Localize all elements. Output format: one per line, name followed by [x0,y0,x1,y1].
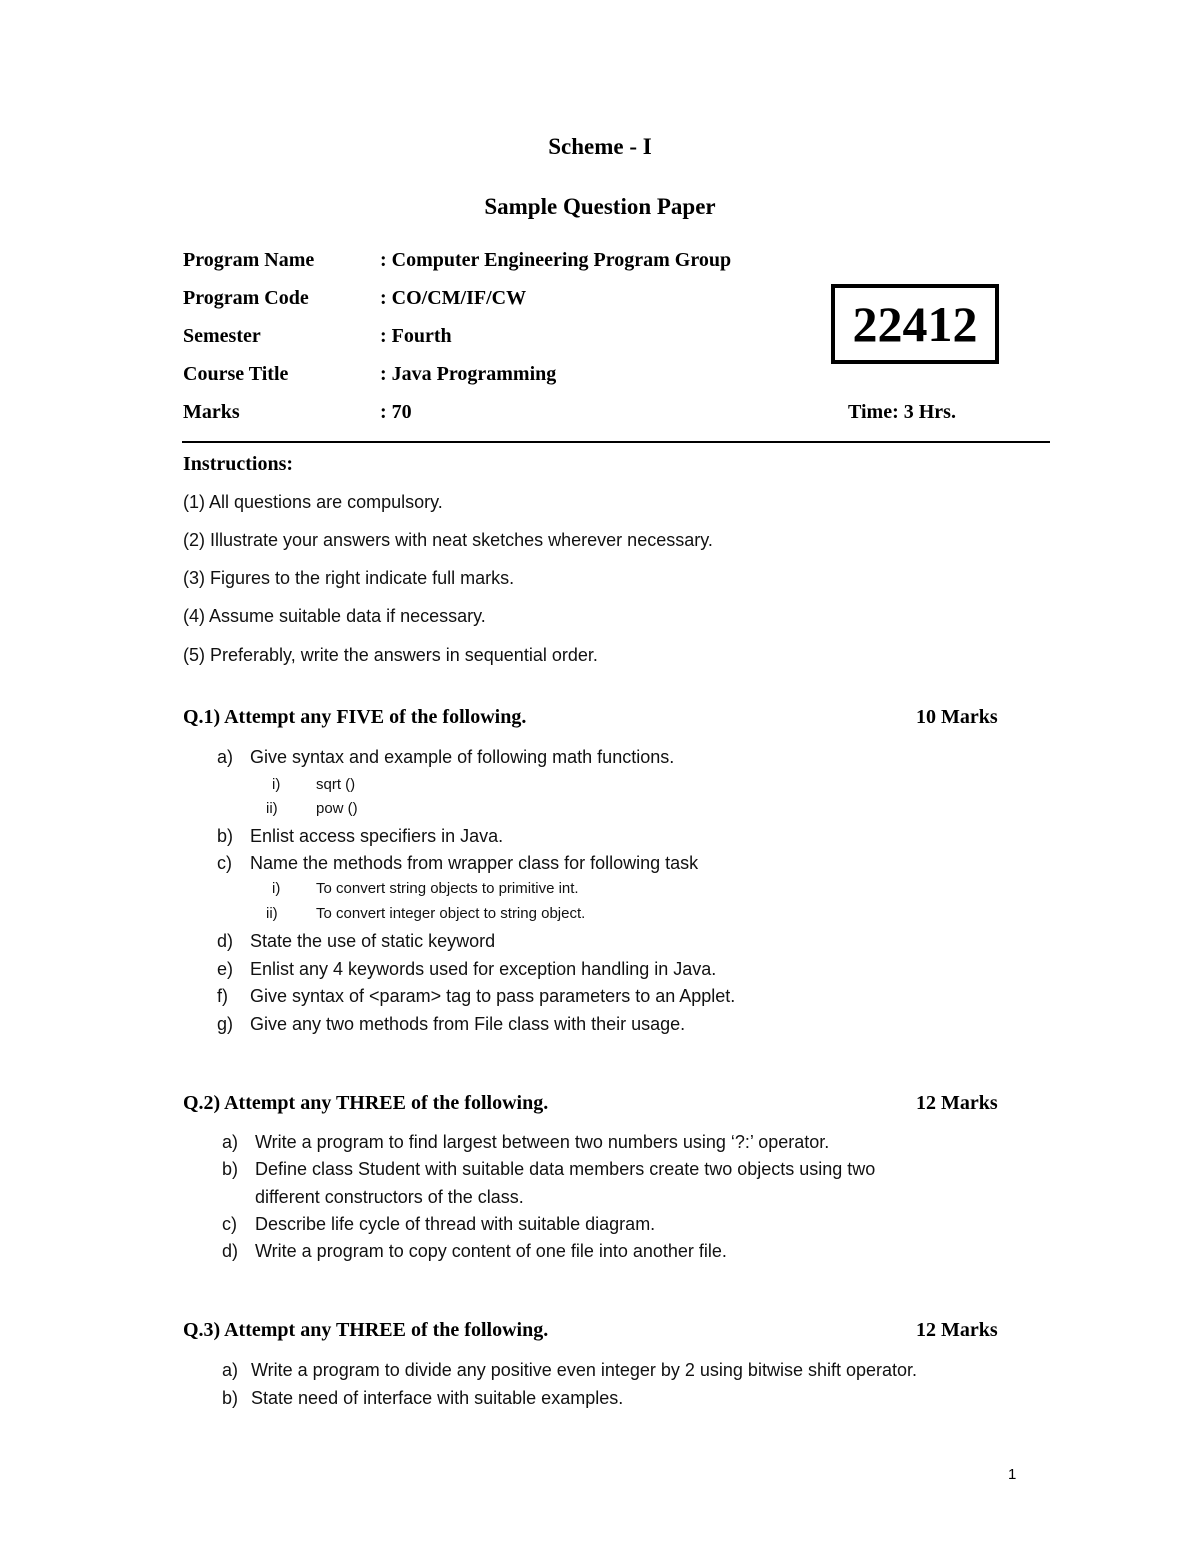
course-title-value: : Java Programming [380,363,557,385]
course-title-label: Course Title [183,363,289,385]
semester-value: : Fourth [380,325,452,347]
q1-c-ii-text: To convert integer object to string object. [316,905,586,922]
q1-c-ii-label: ii) [266,905,278,922]
q1-c-text: Name the methods from wrapper class for following task [250,853,699,873]
q2-d-label: d) [222,1241,239,1261]
q1-g-label: g) [217,1014,234,1034]
q1-a-i-text: sqrt () [316,776,356,793]
page-title: Sample Question Paper [484,194,716,219]
header-divider [182,441,1050,443]
program-name-label: Program Name [183,249,315,271]
q2-c-label: c) [222,1214,237,1234]
exam-time: Time: 3 Hrs. [848,401,956,423]
instruction-item: (5) Preferably, write the answers in sequential order. [183,645,598,665]
q2-b-label: b) [222,1159,239,1179]
instruction-item: (4) Assume suitable data if necessary. [183,606,486,626]
q3-marks: 12 Marks [916,1319,998,1341]
instruction-item: (2) Illustrate your answers with neat sketches wherever necessary. [183,530,713,550]
semester-label: Semester [183,325,261,347]
q1-b-label: b) [217,826,234,846]
marks-value: : 70 [380,401,412,423]
q2-marks: 12 Marks [916,1092,998,1114]
q1-heading: Q.1) Attempt any FIVE of the following. [183,706,527,728]
q1-c-label: c) [217,853,232,873]
q1-e-text: Enlist any 4 keywords used for exception handling in Java. [250,959,717,979]
q1-g-text: Give any two methods from File class with their usage. [250,1014,686,1034]
program-code-value: : CO/CM/IF/CW [380,287,527,309]
instruction-item: (1) All questions are compulsory. [183,492,443,512]
q1-a-ii-label: ii) [266,800,278,817]
q3-a-label: a) [222,1360,239,1380]
q2-a-text: Write a program to find largest between two numbers using ‘?:’ operator. [255,1132,830,1152]
instruction-item: (3) Figures to the right indicate full marks. [183,568,515,588]
program-code-label: Program Code [183,287,309,309]
q2-d-text: Write a program to copy content of one file into another file. [255,1241,727,1261]
q1-d-text: State the use of static keyword [250,931,496,951]
q1-marks: 10 Marks [916,706,998,728]
marks-label: Marks [183,401,240,423]
q1-f-label: f) [217,986,228,1006]
q2-heading: Q.2) Attempt any THREE of the following. [183,1092,549,1114]
q2-b-text: Define class Student with suitable data members create two objects using two [255,1159,876,1179]
q2-b-text-continued: different constructors of the class. [255,1187,524,1207]
q3-heading: Q.3) Attempt any THREE of the following. [183,1319,549,1341]
q1-a-label: a) [217,747,234,767]
q2-a-label: a) [222,1132,239,1152]
q1-a-i-label: i) [272,776,281,793]
q3-b-label: b) [222,1388,239,1408]
q1-c-i-text: To convert string objects to primitive int. [316,880,579,897]
q2-c-text: Describe life cycle of thread with suitable diagram. [255,1214,656,1234]
q3-a-text: Write a program to divide any positive even integer by 2 using bitwise shift operator. [251,1360,918,1380]
q1-c-i-label: i) [272,880,281,897]
q1-f-text: Give syntax of <param> tag to pass parameters to an Applet. [250,986,736,1006]
program-name-value: : Computer Engineering Program Group [380,249,732,271]
course-code-box: 22412 [831,284,999,364]
q3-b-text: State need of interface with suitable examples. [251,1388,624,1408]
q1-b-text: Enlist access specifiers in Java. [250,826,504,846]
page-number: 1 [1008,1466,1017,1483]
scheme-heading: Scheme - I [548,134,652,159]
q1-a-ii-text: pow () [316,800,358,817]
q1-a-text: Give syntax and example of following math functions. [250,747,675,767]
q1-d-label: d) [217,931,234,951]
instructions-heading: Instructions: [183,453,294,475]
q1-e-label: e) [217,959,234,979]
